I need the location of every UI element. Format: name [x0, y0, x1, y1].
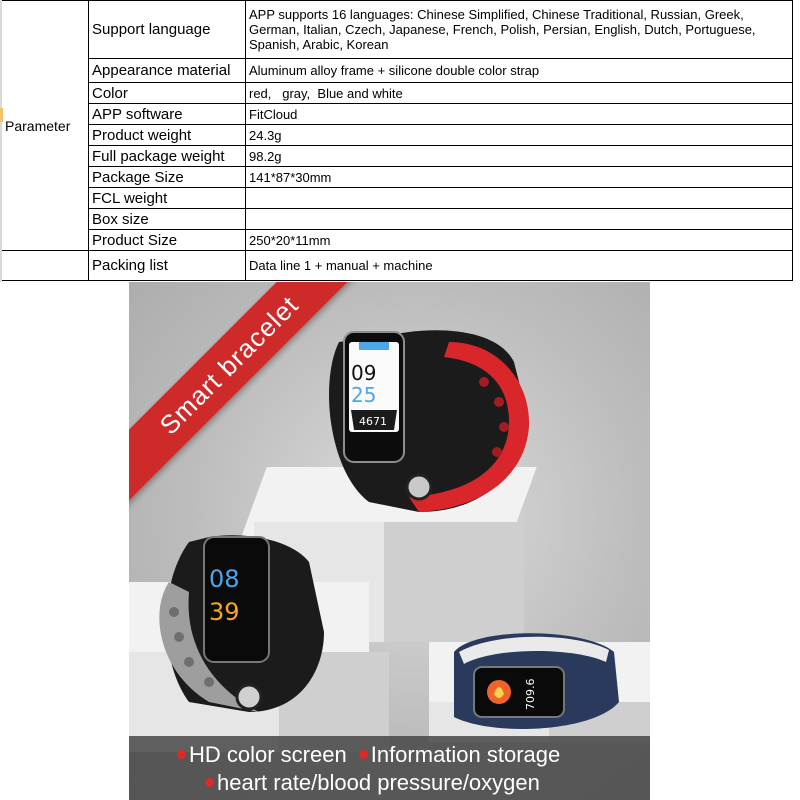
row-value: 24.3g: [246, 125, 793, 146]
row-key: Product Size: [89, 230, 246, 251]
row-value: Data line 1 + manual + machine: [246, 251, 793, 281]
smart-bracelet-banner: Smart bracelet: [129, 282, 385, 521]
parameter-label: Parameter: [2, 1, 89, 251]
row-value: [246, 209, 793, 230]
row-key: Package Size: [89, 167, 246, 188]
row-value: Aluminum alloy frame + silicone double color strap: [246, 59, 793, 83]
row-key: Packing list: [89, 251, 246, 281]
feature-hd-screen: HD color screen: [189, 742, 347, 767]
table-row: [2, 146, 793, 167]
row-value: 141*87*30mm: [246, 167, 793, 188]
feature-line-1: [177, 742, 560, 768]
top-watch-minute: 25: [351, 383, 377, 407]
row-key: Color: [89, 83, 246, 104]
top-watch-hour: 09: [351, 361, 377, 385]
row-key: Support language: [89, 1, 246, 59]
row-value: 98.2g: [246, 146, 793, 167]
table-row: [2, 83, 793, 104]
feature-storage: Information storage: [370, 742, 561, 767]
right-watch-reading: 709.6: [524, 678, 537, 710]
bullet-icon: [205, 778, 214, 787]
left-watch-minute: 39: [209, 598, 240, 626]
table-row: [2, 1, 793, 59]
row-key: Box size: [89, 209, 246, 230]
row-key: FCL weight: [89, 188, 246, 209]
table-row: [2, 125, 793, 146]
bullet-icon: [359, 750, 368, 759]
product-photo: [129, 282, 650, 800]
spec-table: [2, 0, 793, 281]
row-key: APP software: [89, 104, 246, 125]
table-row: [2, 167, 793, 188]
row-value: red, gray, Blue and white: [246, 83, 793, 104]
blank-cell: [2, 251, 89, 281]
row-key: Full package weight: [89, 146, 246, 167]
table-row: [2, 209, 793, 230]
bracelet-red-black: [299, 302, 539, 522]
row-key: Appearance material: [89, 59, 246, 83]
bullet-icon: [177, 750, 186, 759]
table-row: [2, 251, 793, 281]
row-value: FitCloud: [246, 104, 793, 125]
bracelet-blue-white: [434, 622, 624, 742]
bracelet-gray-black: [149, 522, 349, 722]
row-key: Product weight: [89, 125, 246, 146]
top-watch-steps: 4671: [359, 415, 387, 428]
left-watch-hour: 08: [209, 565, 240, 593]
table-row: [2, 59, 793, 83]
feature-caption: [129, 736, 650, 800]
row-value: APP supports 16 languages: Chinese Simplified, Chinese Traditional, Russian, Greek, German, Italian, Czech, Japanese, French, Polish, Persian, English, Dutch, Portuguese, Spanish, Arabic, Korean: [246, 1, 793, 59]
spec-sheet: [0, 0, 800, 282]
feature-line-2: [205, 770, 540, 796]
table-row: [2, 230, 793, 251]
feature-health: heart rate/blood pressure/oxygen: [217, 770, 540, 795]
table-row: [2, 188, 793, 209]
row-value: 250*20*11mm: [246, 230, 793, 251]
row-value: [246, 188, 793, 209]
table-row: [2, 104, 793, 125]
